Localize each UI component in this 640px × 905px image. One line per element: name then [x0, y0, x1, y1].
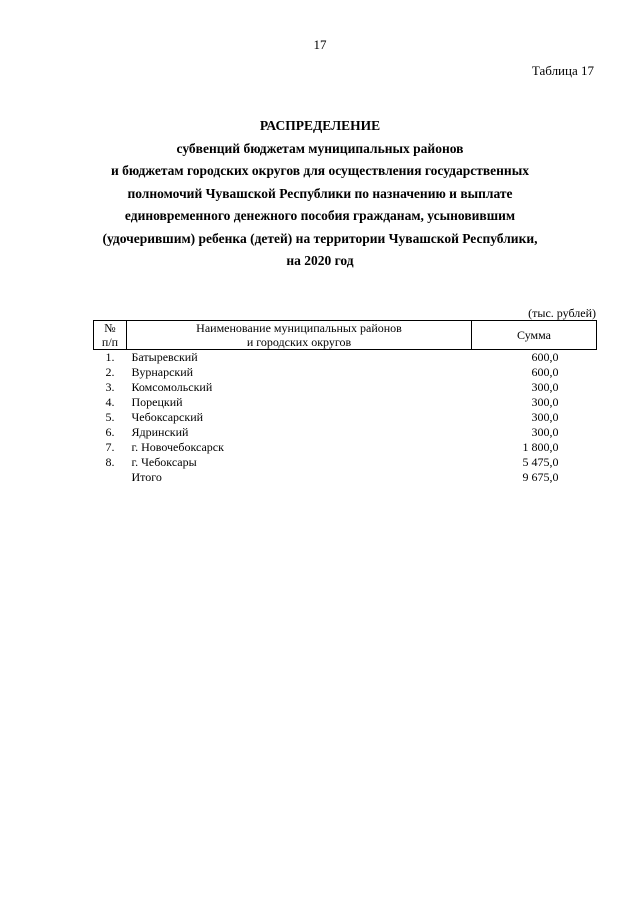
row-number: 8.	[105, 455, 115, 469]
row-sum: 300,0	[531, 410, 559, 424]
header-number-line1: №	[104, 321, 116, 335]
title-line: субвенций бюджетам муниципальных районов	[176, 140, 464, 156]
total-label: Итого	[131, 470, 162, 484]
table-label: Таблица 17	[531, 63, 594, 78]
row-sum: 300,0	[531, 380, 559, 394]
header-number	[94, 321, 127, 350]
row-sum: 1 800,0	[522, 440, 559, 454]
title-heading: РАСПРЕДЕЛЕНИЕ	[259, 118, 381, 133]
table-row	[94, 380, 597, 395]
title-line: и бюджетам городских округов для осуществления государственных	[111, 163, 529, 178]
table-row	[94, 395, 597, 410]
table-total-row	[94, 470, 597, 485]
row-number: 3.	[105, 380, 115, 394]
units-label: (тыс. рублей)	[528, 306, 596, 320]
table-row	[94, 350, 597, 366]
title-line: полномочий Чувашской Республики по назначению и выплате	[127, 185, 513, 201]
title-line: (удочерившим) ребенка (детей) на территории Чувашской Республики,	[102, 230, 538, 246]
row-name: Ядринский	[131, 425, 189, 439]
table-row	[94, 440, 597, 455]
row-name: Комсомольский	[131, 380, 213, 394]
row-sum: 300,0	[531, 425, 559, 439]
row-number: 6.	[105, 425, 115, 439]
row-sum: 600,0	[531, 350, 559, 364]
row-name: Порецкий	[131, 395, 183, 409]
table-row	[94, 455, 597, 470]
row-sum: 600,0	[531, 365, 559, 379]
row-name: Чебоксарский	[131, 410, 204, 424]
header-name	[127, 321, 472, 350]
total-number	[94, 470, 127, 485]
header-name-line1: Наименование муниципальных районов	[196, 321, 402, 335]
header-name-line2: и городских округов	[246, 335, 352, 349]
total-sum: 9 675,0	[522, 470, 559, 484]
title-line: на 2020 год	[286, 253, 354, 268]
row-number: 7.	[105, 440, 115, 454]
row-name: г. Чебоксары	[131, 455, 197, 469]
table-row	[94, 365, 597, 380]
row-sum: 5 475,0	[522, 455, 559, 469]
header-number-line2: п/п	[101, 335, 119, 349]
row-number: 5.	[105, 410, 115, 424]
header-sum: Сумма	[472, 321, 597, 350]
row-name: Вурнарский	[131, 365, 194, 379]
title-line: единовременного денежного пособия гражданам, усыновившим	[124, 208, 516, 223]
table-row	[94, 425, 597, 440]
row-number: 2.	[105, 365, 115, 379]
row-number: 4.	[105, 395, 115, 409]
table-header-row	[94, 321, 597, 350]
table-row	[94, 410, 597, 425]
document-title	[0, 115, 640, 273]
row-name: Батыревский	[131, 350, 198, 364]
distribution-table	[93, 320, 597, 485]
row-name: г. Новочебоксарск	[131, 440, 224, 454]
row-number: 1.	[105, 350, 115, 364]
page-number: 17	[313, 37, 327, 52]
row-sum: 300,0	[531, 395, 559, 409]
